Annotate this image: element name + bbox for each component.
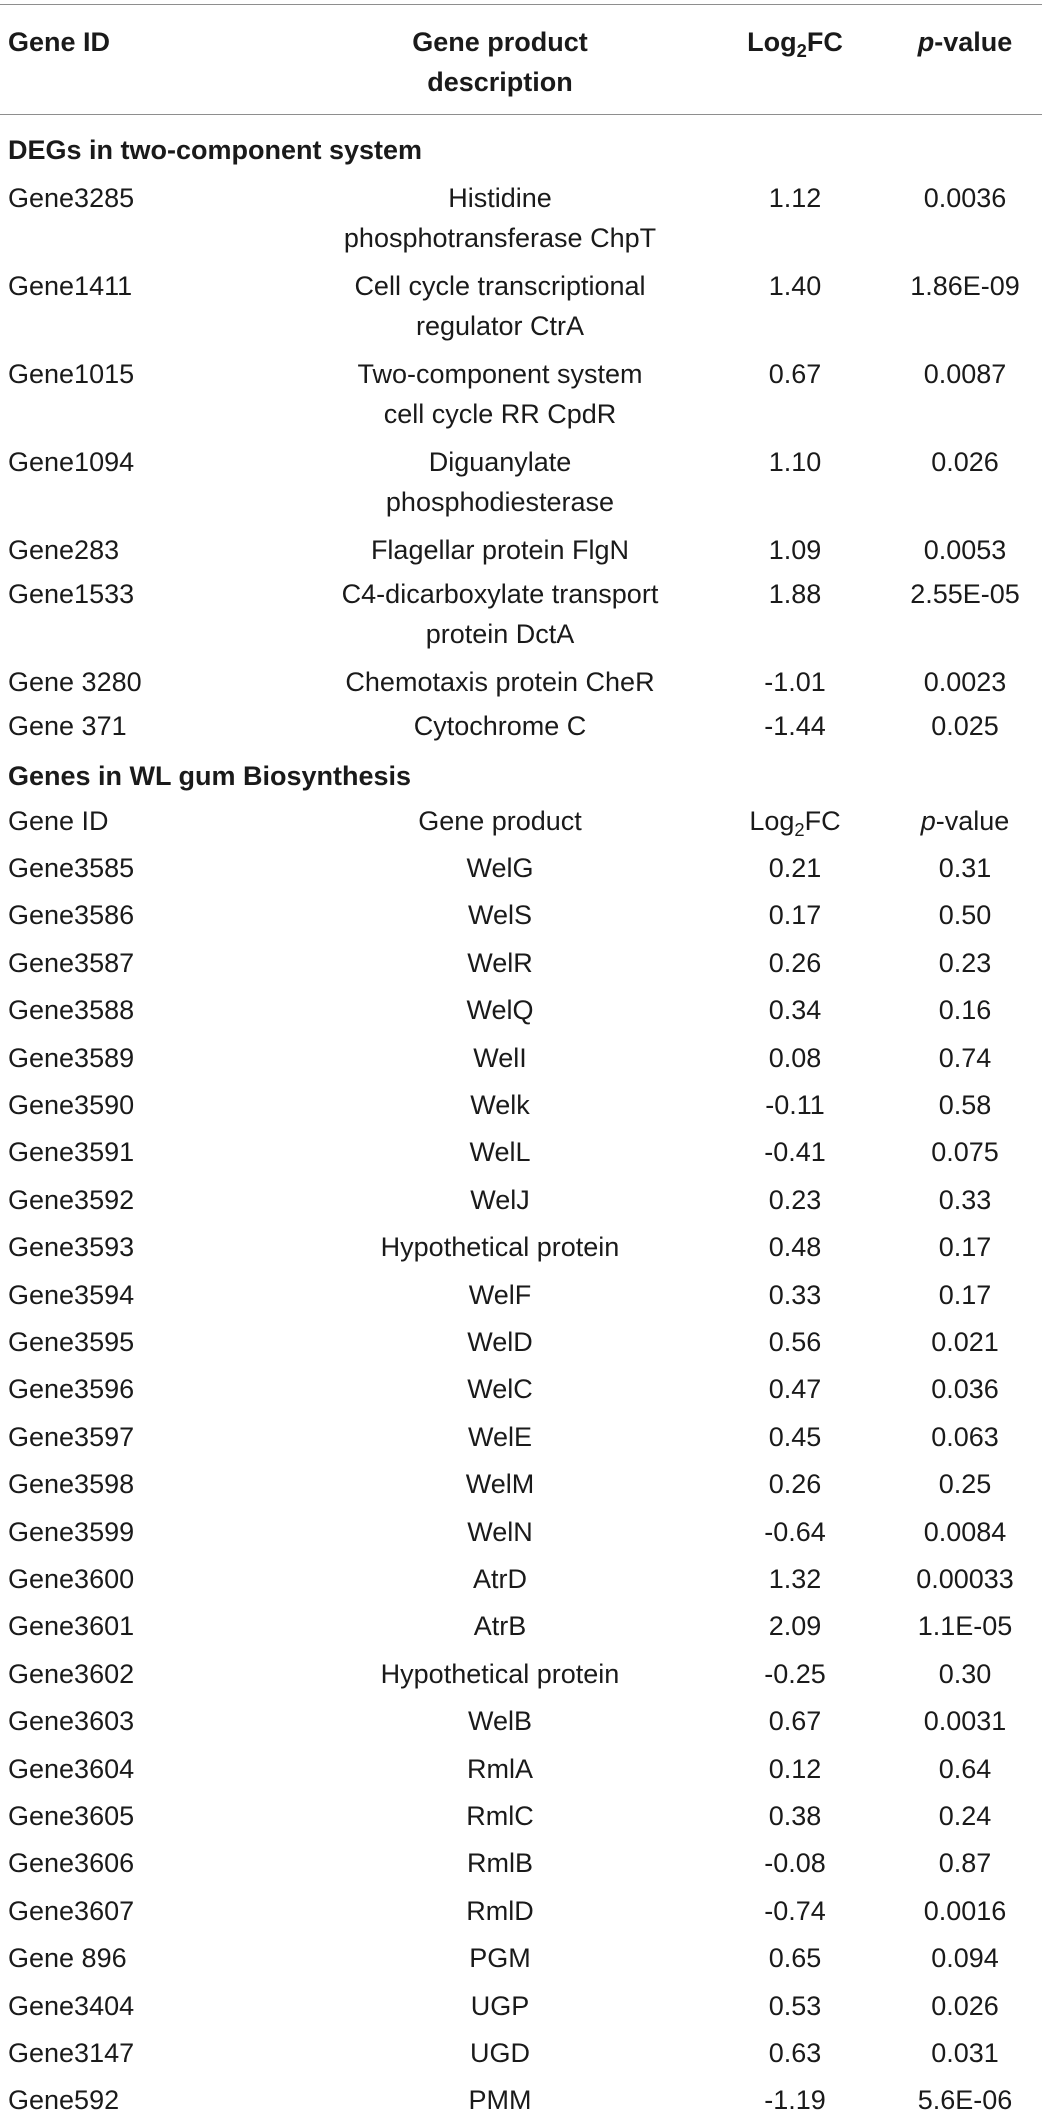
description-cell: RmlC <box>466 1801 534 1831</box>
log2fc-cell: -0.41 <box>764 1137 826 1168</box>
gene-id-cell: Gene3597 <box>8 1421 135 1452</box>
description-cell: WelC <box>467 1374 533 1405</box>
gene-id-cell: Gene3591 <box>8 1137 135 1168</box>
log2fc-cell: 0.26 <box>768 947 822 978</box>
gene-id-cell: Gene3599 <box>8 1516 135 1547</box>
p-value-cell: 0.025 <box>931 711 999 741</box>
p-value-cell: 0.31 <box>938 853 992 883</box>
log2fc-cell: -0.74 <box>764 1895 826 1926</box>
p-value-cell: 0.33 <box>938 1184 992 1215</box>
log2fc-cell: -1.01 <box>764 667 826 697</box>
p-value-cell: 0.075 <box>931 1137 999 1168</box>
p-value-cell: 0.026 <box>931 1990 999 2021</box>
gene-id-cell: Gene3404 <box>8 1990 135 2021</box>
description-cell: RmlB <box>467 1848 533 1879</box>
header-description: Gene product description <box>412 27 588 97</box>
p-value-cell: 0.0036 <box>923 183 1007 213</box>
gene-id-cell: Gene3285 <box>8 183 135 213</box>
p-value-cell: 0.23 <box>938 947 992 978</box>
gene-id-cell: Gene3594 <box>8 1279 135 1310</box>
header-rule <box>0 114 1042 115</box>
log2fc-cell: 0.23 <box>768 1184 822 1215</box>
p-value-cell: 0.16 <box>938 995 992 1026</box>
log2fc-cell: -1.44 <box>764 711 826 741</box>
gene-id-cell: Gene3585 <box>8 853 135 883</box>
gene-id-cell: Gene3607 <box>8 1895 135 1926</box>
gene-id-cell: Gene3586 <box>8 900 135 931</box>
header-p-value: p-value <box>917 27 1013 57</box>
gene-id-cell: Gene3595 <box>8 1327 135 1357</box>
gene-id-cell: Gene3606 <box>8 1848 135 1879</box>
gene-id-cell: Gene3601 <box>8 1611 135 1642</box>
gene-id-cell: Gene1533 <box>8 579 135 609</box>
log2fc-cell: 0.67 <box>768 1706 822 1737</box>
description-cell: WelM <box>465 1469 535 1500</box>
subheader-description: Gene product <box>418 806 582 836</box>
log2fc-cell: 0.53 <box>768 1990 822 2021</box>
p-value-cell: 0.021 <box>931 1327 999 1357</box>
header-log2fc: Log$_2$FC <box>747 27 843 61</box>
log2fc-cell: 0.63 <box>768 2038 822 2068</box>
gene-id-cell: Gene3592 <box>8 1184 135 1215</box>
description-cell: RmlA <box>467 1753 533 1784</box>
log2fc-cell: -0.25 <box>764 1658 826 1689</box>
description-cell: WelN <box>467 1516 533 1547</box>
top-rule <box>0 4 1042 5</box>
log2fc-cell: 0.21 <box>768 853 822 883</box>
gene-id-cell: Gene1411 <box>8 271 133 301</box>
description-cell: Two-component system cell cycle RR CpdR <box>357 359 643 429</box>
p-value-cell: 0.87 <box>938 1848 992 1879</box>
description-cell: WelI <box>473 1042 527 1073</box>
log2fc-cell: 2.09 <box>768 1611 822 1642</box>
log2fc-cell: 0.12 <box>768 1753 822 1784</box>
log2fc-cell: 1.32 <box>768 1564 822 1594</box>
gene-id-cell: Gene3603 <box>8 1706 135 1737</box>
log2fc-cell: -0.08 <box>764 1848 826 1879</box>
p-value-cell: 0.64 <box>938 1753 992 1784</box>
p-value-cell: 0.026 <box>931 447 999 477</box>
description-cell: Hypothetical protein <box>380 1658 620 1689</box>
p-value-cell: 1.86E-09 <box>910 271 1020 301</box>
p-value-cell: 0.0016 <box>923 1895 1007 1926</box>
gene-id-cell: Gene592 <box>8 2085 120 2116</box>
gene-id-cell: Gene283 <box>8 535 120 565</box>
log2fc-cell: 0.65 <box>768 1943 822 1974</box>
p-value-cell: 0.036 <box>931 1374 999 1405</box>
log2fc-cell: 0.17 <box>768 900 822 931</box>
p-value-cell: 2.55E-05 <box>910 579 1020 609</box>
p-value-cell: 0.031 <box>931 2038 999 2068</box>
log2fc-cell: -0.64 <box>764 1516 826 1547</box>
p-value-cell: 0.0053 <box>923 535 1007 565</box>
description-cell: Histidine phosphotransferase ChpT <box>343 183 657 253</box>
log2fc-cell: 1.40 <box>768 271 822 301</box>
log2fc-cell: 0.45 <box>768 1421 822 1452</box>
description-cell: WelD <box>467 1327 533 1357</box>
p-value-cell: 0.063 <box>931 1421 999 1452</box>
log2fc-cell: 0.34 <box>768 995 822 1026</box>
gene-id-cell: Gene3147 <box>8 2038 135 2068</box>
p-value-cell: 0.50 <box>938 900 992 931</box>
log2fc-cell: 1.88 <box>768 579 822 609</box>
p-value-cell: 0.17 <box>938 1232 992 1263</box>
description-cell: RmlD <box>466 1895 534 1926</box>
subheader-log2fc: Log$_2$FC <box>749 806 841 840</box>
gene-id-cell: Gene 371 <box>8 711 127 741</box>
p-value-cell: 0.0084 <box>923 1516 1007 1547</box>
description-cell: WelE <box>467 1421 533 1452</box>
log2fc-cell: 0.26 <box>768 1469 822 1500</box>
description-cell: WelJ <box>470 1184 530 1215</box>
p-value-cell: 0.00033 <box>916 1564 1014 1594</box>
description-cell: Welk <box>470 1090 530 1120</box>
log2fc-cell: 1.10 <box>768 447 822 477</box>
log2fc-cell: 0.67 <box>768 359 822 389</box>
gene-id-cell: Gene3590 <box>8 1090 135 1120</box>
description-cell: PMM <box>468 2085 532 2116</box>
gene-id-cell: Gene1094 <box>8 447 135 477</box>
p-value-cell: 0.0087 <box>923 359 1007 389</box>
log2fc-cell: 0.33 <box>768 1279 822 1310</box>
p-value-cell: 0.58 <box>938 1090 992 1120</box>
log2fc-cell: 0.08 <box>768 1042 822 1073</box>
log2fc-cell: 1.09 <box>768 535 822 565</box>
description-cell: Cell cycle transcriptional regulator CtrA <box>354 271 646 341</box>
description-cell: C4-dicarboxylate transport protein DctA <box>341 579 659 649</box>
description-cell: Cytochrome C <box>413 711 587 741</box>
gene-id-cell: Gene3588 <box>8 995 135 1026</box>
gene-id-cell: Gene3598 <box>8 1469 135 1500</box>
p-value-cell: 0.74 <box>938 1042 992 1073</box>
description-cell: WelS <box>467 900 533 931</box>
gene-id-cell: Gene3604 <box>8 1753 135 1784</box>
gene-id-cell: Gene3605 <box>8 1801 135 1831</box>
p-value-cell: 0.0023 <box>923 667 1007 697</box>
gene-table: Gene ID Gene product description Log$_2$FC p-value DEGs in two-component system Gene3285 Histidine phosphotransferase ChpT 1.12 0.0036 Gene1411 Cell cycle transcriptional regulator CtrA 1.40 1.86E-09 Gene1015 Two-component system cell cycle RR CpdR 0.67 0.0087 Gene1094 Diguanylate phosphodiesterase 1.10 0.026 Gene283 Flagellar protein FlgN 1.09 0.0053 Gene1533 C4-dicarboxylate transport protein DctA 1.88 2.55E-05 Gene 3280 Chemotaxis protein CheR -1.01 0.0023 Gene 371 Cytochrome C -1.44 0.025 Genes in WL gum Biosynthesis Gene ID Gene product Log$_2$FC p-value Gene3585 WelG 0.21 0.31 Gene3586 WelS 0.17 0.50 Gene3587 WelR 0.26 0.23 Gene3588 WelQ 0.34 0.16 Gene3589 WelI 0.08 0.74 Gene3590 Welk -0.11 0.58 Gene3591 WelL -0.41 0.075 Gene3592 WelJ 0.23 0.33 Gene3593 Hypothetical protein 0.48 0.17 Gene3594 WelF 0.33 0.17 Gene3595 WelD 0.56 0.021 Gene3596 WelC 0.47 0.036 Gene3597 WelE 0.45 0.063 Gene3598 WelM 0.26 0.25 Gene3599 WelN -0.64 0.0084 Gene3600 AtrD 1.32 0.00033 Gene3601 AtrB 2.09 1.1E-05 Gene3602 Hypothetical protein -0.25 0.30 Gene3603 WelB 0.67 0.0031 Gene3604 RmlA 0.12 0.64 Gene3605 RmlC 0.38 0.24 Gene3606 RmlB -0.08 0.87 Gene3607 RmlD -0.74 0.0016 Gene 896 PGM 0.65 0.094 Gene3404 UGP 0.53 0.026 Gene3147 UGD 0.63 0.031 Gene592 PMM -1.19 5.6E-06 <box>0 0 1042 2116</box>
log2fc-cell: 0.38 <box>768 1801 822 1831</box>
description-cell: UGP <box>470 1990 530 2021</box>
subheader-p-value: p-value <box>920 806 1010 836</box>
header-gene-id: Gene ID <box>8 27 111 57</box>
description-cell: PGM <box>469 1943 531 1974</box>
gene-id-cell: Gene3602 <box>8 1658 135 1689</box>
log2fc-cell: 0.47 <box>768 1374 822 1405</box>
description-cell: WelG <box>466 853 534 883</box>
p-value-cell: 0.25 <box>938 1469 992 1500</box>
description-cell: WelL <box>469 1137 531 1168</box>
description-cell: Hypothetical protein <box>380 1232 620 1263</box>
p-value-cell: 0.30 <box>938 1658 992 1689</box>
description-cell: Flagellar protein FlgN <box>370 535 630 565</box>
gene-id-cell: Gene 896 <box>8 1943 127 1974</box>
description-cell: WelQ <box>466 995 534 1026</box>
log2fc-cell: -0.11 <box>765 1090 825 1120</box>
p-value-cell: 5.6E-06 <box>917 2085 1013 2116</box>
description-cell: WelB <box>467 1706 533 1737</box>
gene-id-cell: Gene3593 <box>8 1232 135 1263</box>
gene-id-cell: Gene3600 <box>8 1564 135 1594</box>
log2fc-cell: 1.12 <box>768 183 822 213</box>
description-cell: UGD <box>470 2038 530 2068</box>
log2fc-cell: -1.19 <box>764 2085 826 2116</box>
gene-id-cell: Gene3589 <box>8 1042 135 1073</box>
p-value-cell: 0.094 <box>931 1943 999 1974</box>
gene-id-cell: Gene3587 <box>8 947 135 978</box>
description-cell: AtrD <box>473 1564 527 1594</box>
p-value-cell: 1.1E-05 <box>917 1611 1013 1642</box>
description-cell: AtrB <box>473 1611 527 1642</box>
subheader-gene-id: Gene ID <box>8 806 109 836</box>
log2fc-cell: 0.48 <box>768 1232 822 1263</box>
description-cell: WelR <box>467 947 533 978</box>
p-value-cell: 0.0031 <box>923 1706 1007 1737</box>
gene-id-cell: Gene 3280 <box>8 667 142 697</box>
description-cell: Diguanylate phosphodiesterase <box>385 447 615 517</box>
description-cell: WelF <box>468 1279 532 1310</box>
p-value-cell: 0.17 <box>938 1279 992 1310</box>
p-value-cell: 0.24 <box>938 1801 992 1831</box>
gene-id-cell: Gene3596 <box>8 1374 135 1405</box>
log2fc-cell: 0.56 <box>768 1327 822 1357</box>
gene-id-cell: Gene1015 <box>8 359 135 389</box>
description-cell: Chemotaxis protein CheR <box>345 667 655 697</box>
